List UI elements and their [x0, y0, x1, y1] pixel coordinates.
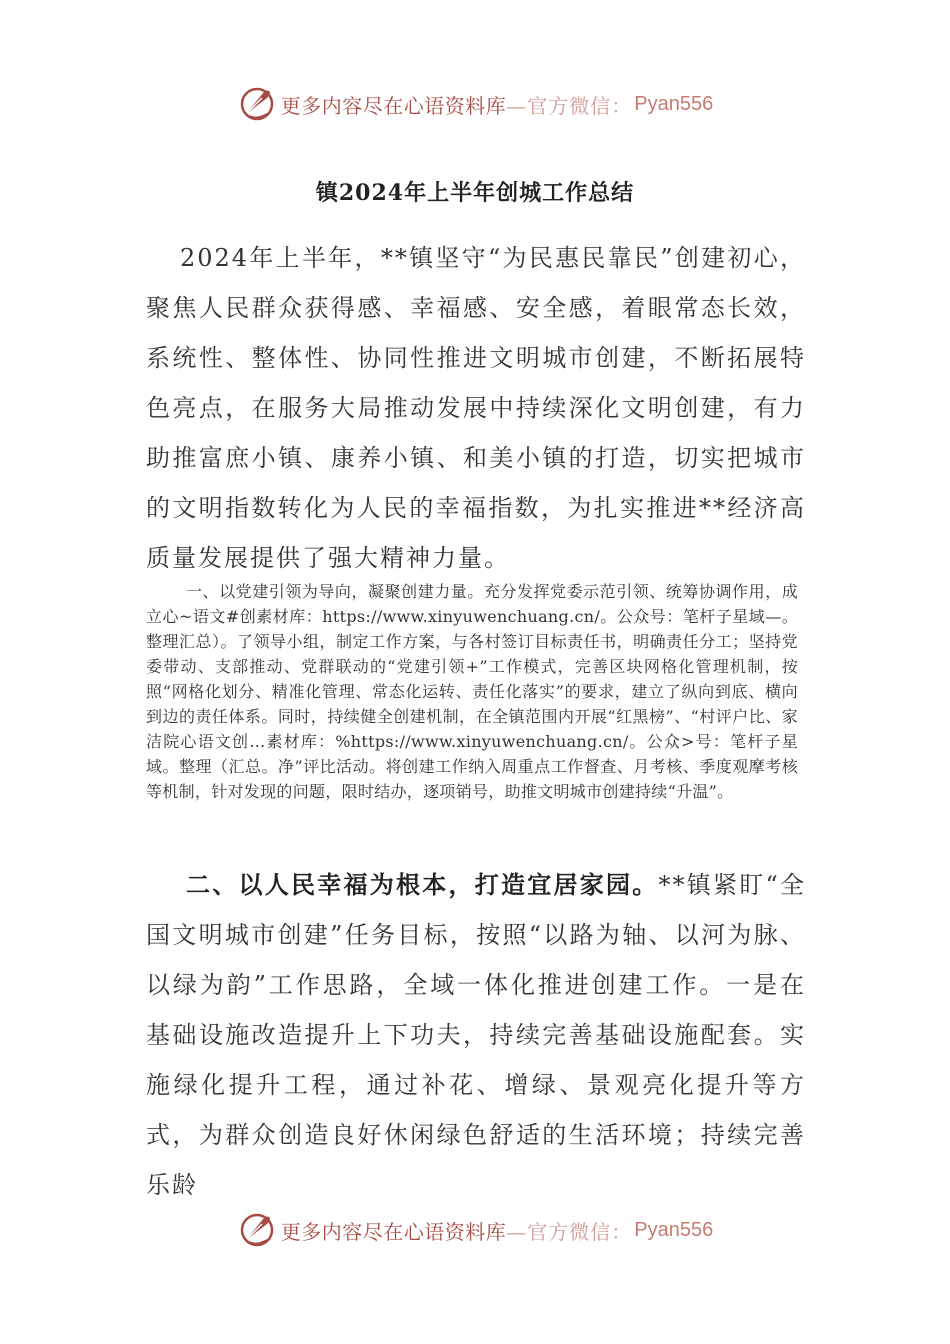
document-title: 镇2024年上半年创城工作总结	[315, 180, 635, 206]
banner-text-wechat-label: —官方微信：	[506, 1219, 633, 1244]
quill-logo-icon	[237, 1210, 277, 1250]
paragraph-section-two	[146, 860, 806, 1210]
paragraph-intro: 2024年上半年，**镇坚守“为民惠民靠民”创建初心，聚焦人民群众获得感、幸福感、安全感，着眼常态长效，系统性、整体性、协同性推进文明城市创建，不断拓展特色亮点，在服务大局推动发展中持续深化文明创建，有力助推富庶小镇、康养小镇、和美小镇的打造，切实把城市的文明指数转化为人民的幸福指数，为扎实推进**经济高质量发展提供了强大精神力量。	[146, 244, 806, 572]
paragraph-section-one: 一、以党建引领为导向，凝聚创建力量。充分发挥党委示范引领、统筹协调作用，成立心~语文#创素材库：https://www.xinyuwenchuang.cn/。公众号：笔杆子星域—。整理汇总）。了领导小组，制定工作方案，与各村签订目标责任书，明确责任分工；坚持党委带动、支部推动、党群联动的“党建引领+”工作模式，完善区块网格化管理机制，按照“网格化划分、精准化管理、常态化运转、责任化落实”的要求，建立了纵向到底、横向到边的责任体系。同时，持续健全创建机制，在全镇范围内开展“红黑榜”、“村评户比、家洁院心语文创…素材库：%https://www.xinyuwenchuang.cn/。公众>号：笔杆子星域。整理（汇总。净”评比活动。将创建工作纳入周重点工作督查、月考核、季度观摩考核等机制，针对发现的问题，限时结办，逐项销号，助推文明城市创建持续“升温”。	[146, 582, 798, 801]
banner-text-main: 更多内容尽在心语资料库	[280, 1219, 507, 1244]
quill-logo-icon	[237, 84, 277, 124]
banner-text-wechat-id: Pyan556	[634, 1218, 714, 1241]
header-banner	[0, 82, 950, 126]
section-two-heading: 二、以人民幸福为根本，打造宜居家园。	[186, 870, 659, 899]
banner-text-wechat-label: —官方微信：	[506, 93, 633, 118]
banner-text-main: 更多内容尽在心语资料库	[280, 93, 507, 118]
section-two-body: **镇紧盯“全国文明城市创建”任务目标，按照“以路为轴、以河为脉、以绿为韵”工作思路，全域一体化推进创建工作。一是在基础设施改造提升上下功夫，持续完善基础设施配套。实施绿化提升工程，通过补花、增绿、景观亮化提升等方式，为群众创造良好休闲绿色舒适的生活环境；持续完善乐龄	[146, 871, 806, 1199]
footer-banner	[0, 1208, 950, 1252]
banner-text-wechat-id: Pyan556	[634, 92, 714, 115]
